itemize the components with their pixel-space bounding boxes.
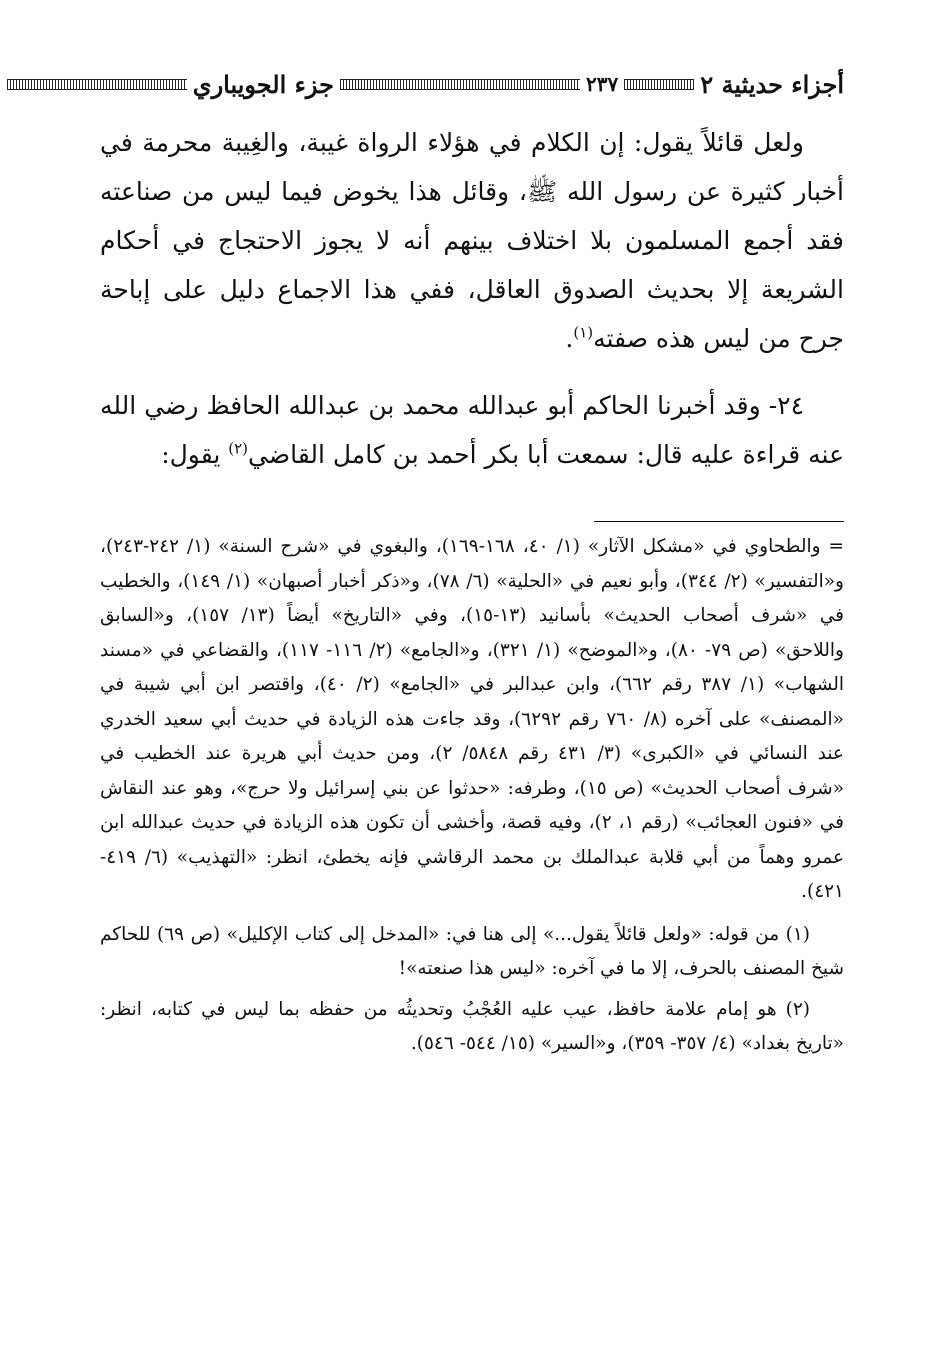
paragraph — [100, 118, 844, 363]
section-title: جزء الجويباري — [192, 69, 334, 99]
footnote-continuation: = والطحاوي في «مشكل الآثار» (١/ ٤٠، ١٦٨-١٦٩)، والبغوي في «شرح السنة» (١/ ٢٤٢-٢٤٣)، و«التفسير» (٢/ ٣٤٤)، وأبو نعيم في «الحلية» (٦/ ٧٨)، و«ذكر أخبار أصبهان» (١/ ١٤٩)، والخطيب في «شرف أصحاب الحديث» بأسانيد (١٣-١٥)، وفي «التاريخ» أيضاً (١٣/ ١٥٧)، و«السابق واللاحق» (ص ٧٩- ٨٠)، و«الموضح» (١/ ٣٢١)، و«الجامع» (٢/ ١١٦- ١١٧)، والقضاعي في «مسند الشهاب» (١/ ٣٨٧ رقم ٦٦٢)، وابن عبدالبر في «الجامع» (٢/ ٤٠)، واقتصر ابن أبي شيبة في «المصنف» على آخره (٨/ ٧٦٠ رقم ٦٢٩٢)، وقد جاءت هذه الزيادة في حديث أبي سعيد الخدري عند النسائي في «الكبرى» (٣/ ٤٣١ رقم ٥٨٤٨/ ٢)، ومن حديث أبي هريرة عند الخطيب في «شرف أصحاب الحديث» (ص ١٥)، وطرفه: «حدثوا عن بني إسرائيل ولا حرج»، وهو عند النقاش في «فنون العجائب» (رقم ١، ٢)، وفيه قصة، وأخشى أن تكون هذه الزيادة في حديث عبدالله ابن عمرو وهماً من أبي قلابة عبدالملك بن محمد الرقاشي فإنه يخطئ، انظر: «التهذيب» (٦/ ٤١٩- ٤٢١). — [100, 536, 845, 902]
header-rule — [7, 79, 187, 90]
paragraph-text: ٢٤- وقد أخبرنا الحاكم أبو عبدالله محمد بن عبدالله الحافظ رضي الله عنه قراءة عليه قال: سمعت أبا بكر أحمد بن كامل القاضي — [100, 391, 844, 469]
paragraph-text-end: يقول: — [161, 440, 229, 469]
footnote-separator — [594, 521, 844, 522]
paragraph-end: . — [565, 324, 574, 353]
main-text — [100, 118, 844, 479]
paragraph-text: ولعل قائلاً يقول: إن الكلام في هؤلاء الرواة غيبة، والغِيبة محرمة في أخبار كثيرة عن رسول الله ﷺ، وقائل هذا يخوض فيما ليس من صناعته فقد أجمع المسلمون بلا اختلاف بينهم أنه لا يجوز الاحتجاج في أحكام الشريعة إلا بحديث الصدوق العاقل، ففي هذا الاجماع دليل على إباحة جرح من ليس هذه صفته — [100, 128, 844, 353]
page-number: ٢٣٧ — [586, 72, 619, 96]
paragraph — [100, 381, 844, 479]
footnote-2: (٢) هو إمام علامة حافظ، عيب عليه العُجْبُ وتحديثُه من حفظه بما ليس في كتابه، انظر: «تاريخ بغداد» (٤/ ٣٥٧- ٣٥٩)، و«السير» (١٥/ ٥٤٤- ٥٤٦). — [100, 998, 844, 1054]
footnote-ref: (٢) — [228, 439, 249, 458]
running-header — [100, 64, 844, 104]
footnote-1: (١) من قوله: «ولعل قائلاً يقول...» إلى هنا في: «المدخل إلى كتاب الإكليل» (ص ٦٩) للحاكم شيخ المصنف بالحرف، إلا ما في آخره: «ليس هذا صنعته»! — [100, 923, 844, 979]
header-rule — [340, 79, 580, 90]
header-rule — [624, 79, 694, 90]
footnote-ref: (١) — [573, 323, 594, 342]
book-title: أجزاء حديثية ٢ — [700, 69, 844, 99]
footnotes — [100, 530, 844, 1062]
